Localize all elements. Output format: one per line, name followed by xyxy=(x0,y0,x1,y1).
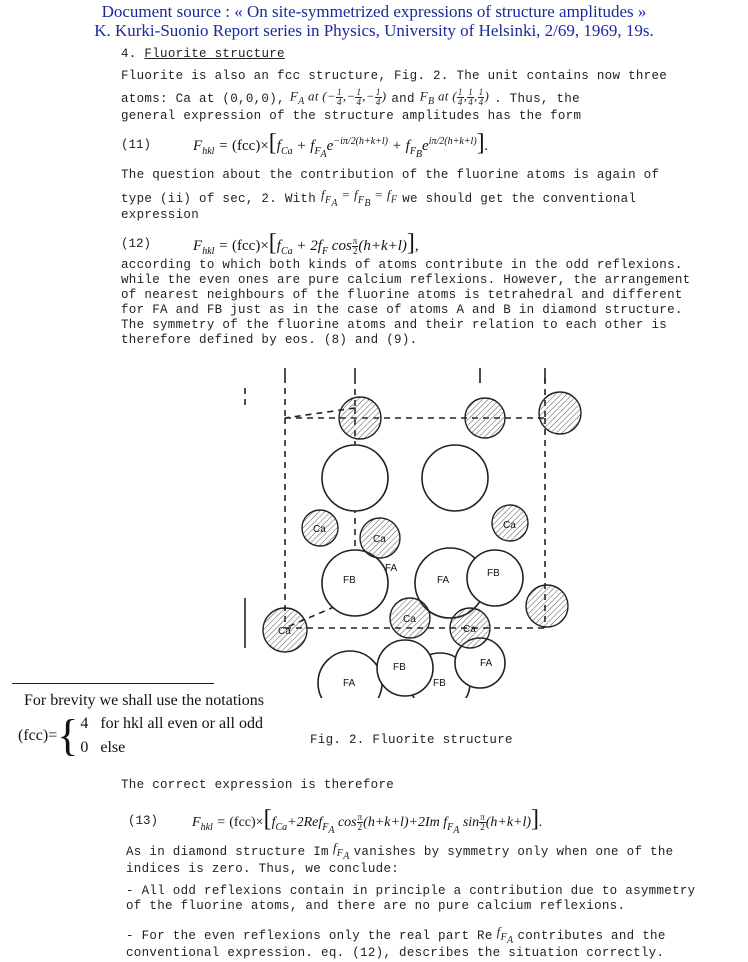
section-heading xyxy=(121,46,285,62)
bullet-1-line-1: - All odd reflexions contain in principle a contribution due to asymmetry xyxy=(126,884,696,898)
fluorite-structure-figure xyxy=(225,368,585,698)
intro-line-2b: and xyxy=(391,92,415,107)
label-ca: Ca xyxy=(278,626,291,637)
fcc-case-1: 4 for hkl all even or all odd xyxy=(80,715,263,732)
label-fb: FB xyxy=(487,568,500,579)
label-fb: FB xyxy=(433,678,446,689)
equation-body: $F_{hkl} = (fcc)\times[f_{Ca} + f_{F_A}e^{-i\pi/2(h+k+l)} + f_{F_B}e^{i\pi/2(h+k+l)}]$. xyxy=(193,130,489,160)
fa-symbol: $f_{F_A}$ xyxy=(496,924,514,946)
ca-atom xyxy=(539,392,581,434)
bullet-2-line-1a: - For the even reflexions only the real part Re xyxy=(126,929,493,944)
section-title: Fluorite structure xyxy=(144,47,285,61)
para3-line-2: while the even ones are pure calcium reflexions. However, the arrangement xyxy=(121,273,691,287)
intro-line-2a: atoms: Ca at (0,0,0), xyxy=(121,92,285,107)
fcc-cases xyxy=(80,712,263,760)
bullet-1-line-2: of the fluorine atoms, and there are no pure calcium reflexions. xyxy=(126,899,626,913)
para3-line-4: for FA and FB just as in the case of atoms A and B in diamond structure. xyxy=(121,303,683,317)
label-fa: FA xyxy=(480,658,493,669)
para5-line-2: indices is zero. Thus, we conclude: xyxy=(126,862,400,876)
fcc-definition xyxy=(18,712,263,760)
notation-rule xyxy=(12,683,214,684)
f-atom xyxy=(318,651,382,698)
equation-body: $F_{hkl} = (fcc)\times[f_{Ca}+2Ref_{F_A}$ cos $\frac{\pi}{2}$ (h+k+l)+2Im $f_{F_A}$ sin $\frac{\pi}{2}$ (h+k+l)]. xyxy=(192,806,543,836)
brace: { xyxy=(57,711,79,760)
fluorine-equality: $f_{F_A} = f_{F_B} = f_F$ xyxy=(321,187,398,209)
label-fb: FB xyxy=(393,662,406,673)
equation-number: (13) xyxy=(128,813,159,828)
f-atom xyxy=(422,445,488,511)
equation-body: $F_{hkl} = (fcc)\times[f_{Ca} + 2f_F$ cos $\frac{\pi}{2}$ (h+k+l)], xyxy=(193,230,419,257)
fb-position: $F_B$ at ( $\frac{1}{4}$ , $\frac{1}{4}$ , $\frac{1}{4}$ ) xyxy=(419,87,490,108)
equation-11 xyxy=(121,130,488,160)
para3-line-5: The symmetry of the fluorine atoms and their relation to each other is xyxy=(121,318,668,332)
label-ca: Ca xyxy=(373,534,386,545)
citation-line: K. Kurki-Suonio Report series in Physics, University of Helsinki, 2/69, 1969, 19s. xyxy=(94,21,654,40)
para4-line-1: The correct expression is therefore xyxy=(121,778,395,792)
para2-line-2a: type (ii) of sec, 2. With xyxy=(121,192,317,207)
label-ca: Ca xyxy=(463,624,476,635)
label-ca: Ca xyxy=(313,524,326,535)
intro-line-2c: . Thus, the xyxy=(494,92,580,107)
intro-line-2 xyxy=(121,88,580,110)
para5-line-1a: As in diamond structure Im xyxy=(126,845,329,860)
label-fa: FA xyxy=(437,575,450,586)
para2-line-1: The question about the contribution of the fluorine atoms is again of xyxy=(121,168,660,182)
equation-number: (12) xyxy=(121,236,152,251)
fcc-lhs: (fcc)= xyxy=(18,727,58,744)
para3-line-6: therefore defined by eos. (8) and (9). xyxy=(121,333,418,347)
section-number: 4. xyxy=(121,47,137,61)
document-source-line: Document source : « On site-symmetrized expressions of structure amplitudes » xyxy=(101,2,647,21)
para3-line-1: according to which both kinds of atoms contribute in the odd reflexions. xyxy=(121,258,683,272)
label-fb: FB xyxy=(343,575,356,586)
figure-caption: Fig. 2. Fluorite structure xyxy=(310,733,513,747)
fa-position: $F_A$ at (− $\frac{1}{4}$ ,− $\frac{1}{4}$ ,− $\frac{1}{4}$ ) xyxy=(289,87,387,108)
ca-atom xyxy=(526,585,568,627)
notation-intro: For brevity we shall use the notations xyxy=(24,692,264,709)
fcc-case-2: 0 else xyxy=(80,739,126,756)
intro-line-3: general expression of the structure amplitudes has the form xyxy=(121,109,582,123)
equation-13 xyxy=(128,806,543,836)
label-fa: FA xyxy=(343,678,356,689)
label-ca: Ca xyxy=(403,614,416,625)
bullet-2-line-2: conventional expression. eq. (12), describes the situation correctly. xyxy=(126,946,665,960)
intro-line-1: Fluorite is also an fcc structure, Fig. 2. The unit contains now three xyxy=(121,69,668,83)
ca-atom xyxy=(465,398,505,438)
fa-symbol: $f_{F_A}$ xyxy=(332,840,350,862)
f-atom xyxy=(322,445,388,511)
equation-number: (11) xyxy=(121,138,152,152)
para2-line-3: expression xyxy=(121,208,200,222)
para2-line-2b: we should get the conventional xyxy=(402,192,637,207)
bullet-2-line-1b: contributes and the xyxy=(517,929,666,944)
para3-line-3: of nearest neighbours of the fluorine atoms is tetrahedral and different xyxy=(121,288,683,302)
equation-12 xyxy=(121,230,419,257)
label-ca: Ca xyxy=(503,520,516,531)
label-fa: FA xyxy=(385,563,398,574)
ca-atom xyxy=(339,397,381,439)
para5-line-1b: vanishes by symmetry only when one of the xyxy=(353,845,674,860)
